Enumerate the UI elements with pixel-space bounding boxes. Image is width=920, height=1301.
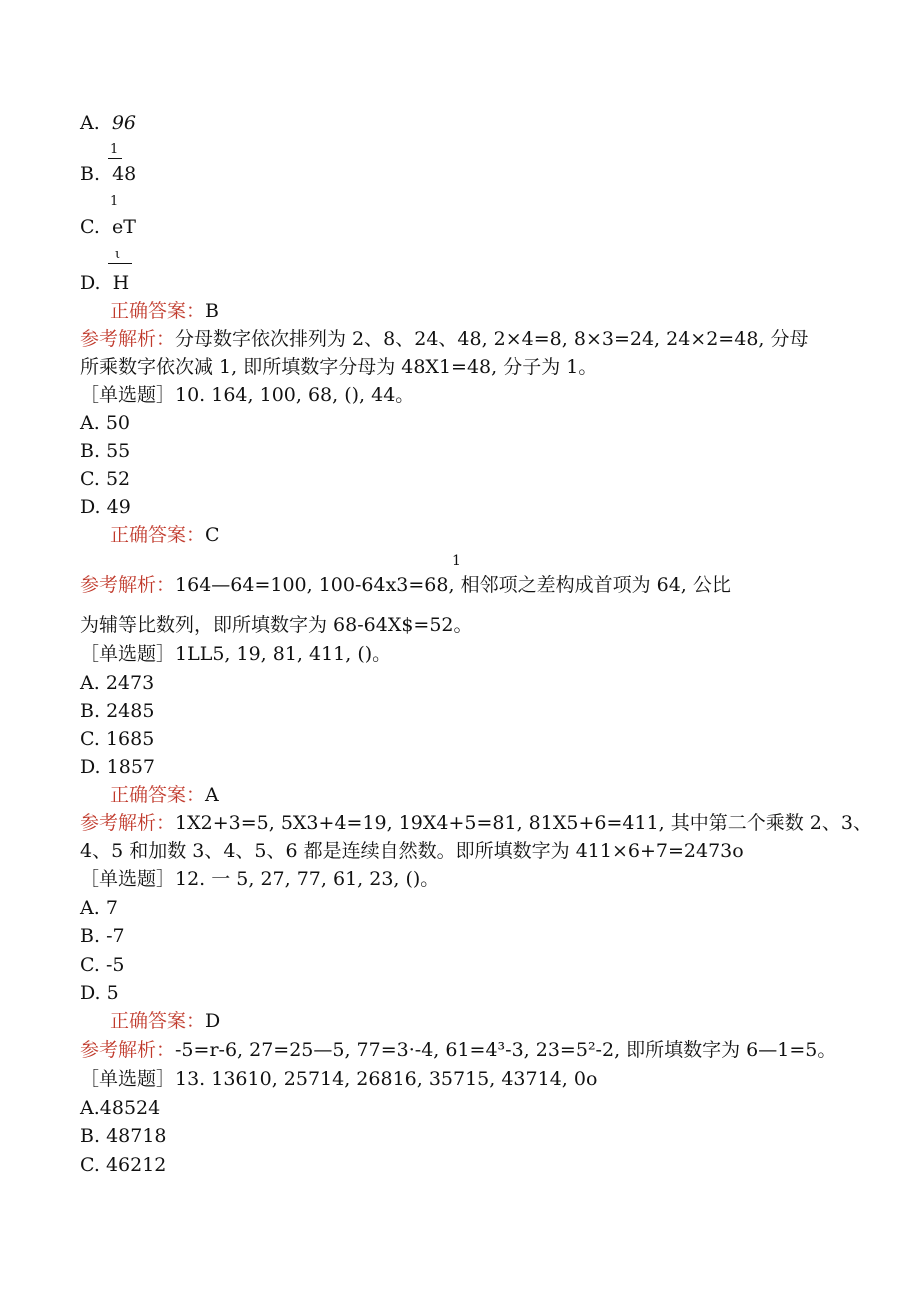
correct-answer [110, 782, 219, 808]
option-text: -7 [106, 925, 125, 947]
option-text: 52 [105, 468, 131, 490]
option-letter: C. [80, 728, 100, 750]
option-letter: A. [80, 412, 100, 434]
analysis-label: 参考解析： [80, 574, 176, 596]
fraction-numerator: ι [115, 247, 121, 262]
answer-value: C [205, 524, 220, 546]
analysis-text: 1X2+3=5, 5X3+4=19, 19X4+5=81, 81X5+6=411, 其中第二个乘数 2、3、 [175, 812, 872, 834]
option-letter: D. [80, 272, 101, 294]
option-c [80, 214, 136, 240]
option-d [80, 494, 131, 520]
option-letter: B. [80, 440, 101, 462]
option-letter: D. [80, 982, 101, 1004]
option-text: 5 [106, 982, 119, 1004]
option-letter: C. [80, 216, 100, 238]
option-d [80, 980, 119, 1006]
fraction-numerator: 1 [110, 194, 119, 209]
option-text: 7 [105, 897, 118, 919]
option-b [80, 1123, 167, 1149]
answer-label: 正确答案： [110, 300, 206, 322]
option-b [80, 438, 130, 464]
fraction-numerator: 1 [110, 142, 119, 157]
option-d [80, 754, 155, 780]
analysis-text: 分母数字依次排列为 2、8、24、48, 2×4=8, 8×3=24, 24×2=48, 分母 [175, 328, 809, 350]
option-text: 48 [112, 163, 137, 185]
fraction-bar [108, 263, 132, 264]
question-stem: ［单选题］10. 164, 100, 68, (), 44。 [80, 384, 415, 406]
answer-value: A [205, 784, 219, 806]
analysis-line: 4、5 和加数 3、4、5、6 都是连续自然数。即所填数字为 411×6+7=2473o [80, 840, 744, 862]
option-text: 55 [106, 440, 131, 462]
question-stem: ［单选题］1LL5, 19, 81, 411, ()。 [80, 643, 392, 665]
option-a [80, 110, 136, 136]
analysis-line: 所乘数字依次减 1, 即所填数字分母为 48X1=48, 分子为 1。 [80, 356, 598, 378]
option-c [80, 952, 124, 978]
option-text: 46212 [105, 1154, 167, 1176]
option-letter: B. [80, 1125, 101, 1147]
fraction-bar [108, 158, 122, 159]
answer-label: 正确答案： [110, 784, 206, 806]
option-letter: A. [80, 112, 100, 134]
option-letter: A. [80, 1097, 100, 1119]
analysis-line: 为辅等比数列，即所填数字为 68-64X$=52。 [80, 614, 473, 636]
option-b [80, 923, 125, 949]
option-text: 2473 [105, 672, 155, 694]
option-letter: B. [80, 925, 101, 947]
option-letter: B. [80, 700, 101, 722]
option-b [80, 698, 154, 724]
option-b [80, 161, 136, 187]
analysis [80, 1037, 836, 1063]
option-text: 1857 [106, 756, 156, 778]
option-text: eT [111, 216, 136, 238]
correct-answer [110, 1008, 220, 1034]
option-c [80, 726, 154, 752]
option-c [80, 1152, 166, 1178]
option-text: 96 [111, 112, 136, 134]
answer-label: 正确答案： [110, 1010, 206, 1032]
answer-value: B [205, 300, 219, 322]
analysis-label: 参考解析： [80, 328, 176, 350]
answer-value: D [205, 1010, 221, 1032]
analysis [80, 572, 731, 598]
analysis-label: 参考解析： [80, 812, 176, 834]
correct-answer [110, 522, 220, 548]
option-letter: D. [80, 496, 101, 518]
option-letter: C. [80, 468, 100, 490]
option-text: 48718 [106, 1125, 167, 1147]
question-stem: ［单选题］13. 13610, 25714, 26816, 35715, 43714, 0o [80, 1068, 598, 1090]
option-text: 1685 [105, 728, 155, 750]
option-a [80, 895, 118, 921]
option-letter: A. [80, 672, 100, 694]
option-letter: C. [80, 1154, 100, 1176]
option-text: 2485 [106, 700, 155, 722]
option-letter: B. [80, 163, 101, 185]
analysis-text: 164—64=100, 100-64x3=68, 相邻项之差构成首项为 64, 公比 [175, 574, 731, 596]
option-text: -5 [105, 954, 125, 976]
option-letter: D. [80, 756, 101, 778]
analysis-text: -5=r-6, 27=25—5, 77=3·-4, 61=4³-3, 23=5²-2, 即所填数字为 6—1=5。 [175, 1039, 837, 1061]
analysis [80, 326, 808, 352]
option-text: 50 [105, 412, 130, 434]
option-letter: C. [80, 954, 100, 976]
question-stem: ［单选题］12. 一 5, 27, 77, 61, 23, ()。 [80, 868, 440, 890]
analysis [80, 810, 872, 836]
option-a [80, 1095, 160, 1121]
answer-label: 正确答案： [110, 524, 206, 546]
option-text: H [112, 272, 130, 294]
superscript-mark: 1 [452, 553, 461, 569]
correct-answer [110, 298, 219, 324]
option-c [80, 466, 130, 492]
option-letter: A. [80, 897, 100, 919]
option-text: 48524 [99, 1097, 161, 1119]
option-a [80, 670, 154, 696]
option-d [80, 270, 129, 296]
option-text: 49 [106, 496, 131, 518]
analysis-label: 参考解析： [80, 1039, 176, 1061]
option-a [80, 410, 130, 436]
